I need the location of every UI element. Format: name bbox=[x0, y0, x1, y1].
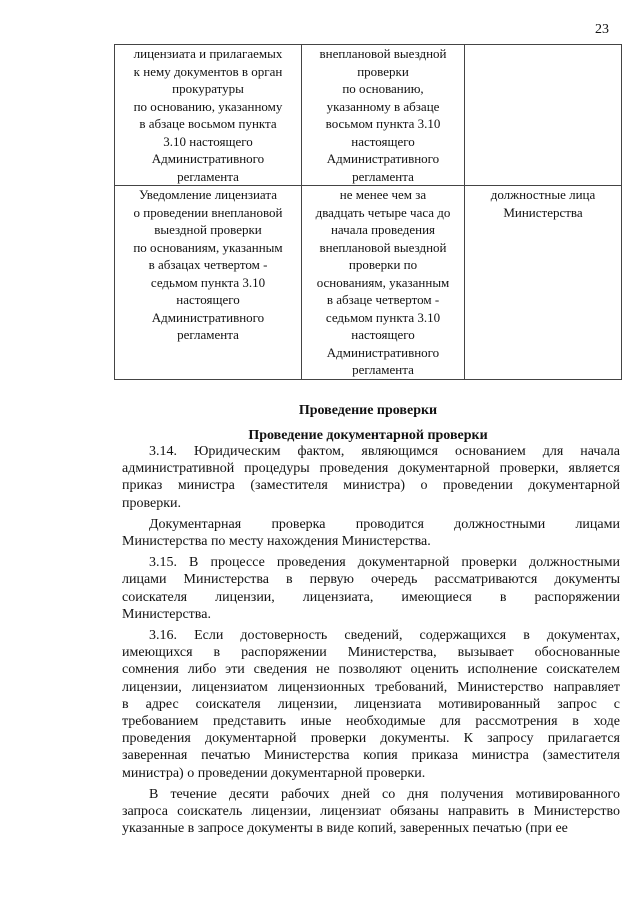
cell-text-line: не менее чем за bbox=[339, 187, 427, 202]
cell-text-line: указанному в абзаце bbox=[326, 98, 440, 114]
paragraph bbox=[122, 627, 620, 782]
paragraph-line: заверенная печатью Министерства копия приказа министра (заместителя bbox=[122, 748, 620, 764]
cell-text-line: седьмом пункта 3.10 bbox=[150, 274, 266, 290]
paragraph-line: лицами Министерства в первую очередь рассматриваются документы bbox=[122, 572, 620, 588]
cell-text-line: настоящего bbox=[351, 327, 415, 342]
procedure-table bbox=[114, 44, 622, 380]
cell-text-line: восьмом пункта 3.10 bbox=[325, 116, 441, 131]
paragraph bbox=[122, 786, 620, 838]
paragraph bbox=[122, 443, 620, 512]
cell-text-line: регламента bbox=[177, 327, 239, 342]
table-row bbox=[115, 186, 622, 380]
table-cell bbox=[302, 186, 465, 380]
paragraph-line: Документарная проверка проводится должностными лицами bbox=[149, 516, 620, 532]
paragraph-line: приказ министра (заместителя министра) о проведении документарной bbox=[122, 478, 620, 494]
paragraph-line: лицензии, лицензиатом лицензионных требований, Министерство направляет bbox=[122, 679, 620, 695]
cell-text-line: должностные лица bbox=[490, 187, 596, 202]
cell-text-line: седьмом пункта 3.10 bbox=[325, 309, 441, 325]
cell-text-line: Административного bbox=[326, 344, 440, 360]
section-heading: Проведение проверки bbox=[298, 403, 438, 418]
paragraph-line: Министерства по месту нахождения Министерства. bbox=[122, 534, 431, 550]
cell-text-line: настоящего bbox=[351, 133, 415, 149]
paragraph-line: сомнения либо эти сведения не позволяют оценить исполнение соискателем bbox=[122, 662, 620, 678]
cell-text-line: Административного bbox=[326, 151, 440, 166]
cell-text-line: регламента bbox=[177, 168, 239, 184]
cell-text-line: Административного bbox=[151, 151, 265, 166]
paragraph-line: запроса соискатель лицензии, лицензиат обязаны направить в Министерство bbox=[122, 804, 620, 820]
body-text bbox=[122, 443, 620, 841]
cell-text-line: выездной проверки bbox=[154, 222, 262, 237]
paragraph-line: проведения документарной проверки документы. К запросу прилагается bbox=[122, 731, 620, 747]
cell-text-line: в абзацах четвертом - bbox=[148, 257, 268, 272]
page-number: 23 bbox=[595, 22, 609, 37]
table-cell bbox=[465, 186, 622, 380]
cell-text-line: внеплановой выездной bbox=[319, 239, 447, 255]
cell-text-line: настоящего bbox=[176, 292, 240, 307]
cell-text-line: 3.10 настоящего bbox=[163, 133, 253, 149]
cell-text-line: Уведомление лицензиата bbox=[139, 187, 277, 202]
cell-text-line: к нему документов в орган bbox=[133, 63, 283, 79]
paragraph-line: административной процедуры проведения документарной проверки, является bbox=[122, 461, 620, 477]
cell-text-line: по основанию, указанному bbox=[133, 98, 283, 114]
paragraph-line: требованием представить иные необходимые для рассмотрения в ходе bbox=[122, 714, 620, 730]
paragraph bbox=[122, 554, 620, 623]
paragraph-line: 3.16. Если достоверность сведений, содержащихся в документах, bbox=[149, 628, 620, 644]
cell-text-line: по основанию, bbox=[342, 81, 424, 96]
section-headings bbox=[114, 398, 622, 448]
paragraph-line: 3.14. Юридическим фактом, являющимся основанием для начала bbox=[149, 444, 620, 459]
paragraph-line: 3.15. В процессе проведения документарной проверки должностными bbox=[149, 555, 620, 571]
paragraph-line: проверки. bbox=[122, 495, 182, 511]
cell-text-line: регламента bbox=[352, 168, 414, 184]
subsection-heading: Проведение документарной проверки bbox=[248, 428, 488, 443]
cell-text-line: начала проведения bbox=[330, 222, 436, 237]
cell-text-line: лицензиата и прилагаемых bbox=[133, 46, 283, 61]
cell-text-line: в абзаце восьмом пункта bbox=[139, 116, 277, 131]
cell-text-line: внеплановой выездной bbox=[319, 46, 447, 61]
cell-text-line: проверки по bbox=[348, 257, 418, 272]
cell-text-line: регламента bbox=[352, 362, 414, 377]
paragraph-line: в адрес соискателя лицензии, лицензиата мотивированный запрос с bbox=[122, 696, 620, 712]
paragraph-line: указанные в запросе документы в виде копий, заверенных печатью (при ее bbox=[122, 821, 568, 837]
cell-text-line: прокуратуры bbox=[172, 81, 244, 96]
cell-text-line: Административного bbox=[151, 309, 265, 325]
cell-text-line: о проведении внеплановой bbox=[133, 204, 283, 220]
cell-text-line: основаниям, указанным bbox=[316, 274, 450, 290]
table-cell bbox=[115, 45, 302, 186]
cell-text-line: проверки bbox=[357, 63, 409, 79]
paragraph-line: В течение десяти рабочих дней со дня получения мотивированного bbox=[149, 786, 620, 802]
paragraph-line: соискателя лицензии, лицензиата, имеющиеся в распоряжении bbox=[122, 589, 620, 605]
table-cell bbox=[465, 45, 622, 186]
paragraph bbox=[122, 516, 620, 550]
cell-text-line: двадцать четыре часа до bbox=[315, 204, 451, 220]
cell-text-line: Министерства bbox=[503, 204, 583, 220]
table-row bbox=[115, 45, 622, 186]
cell-text-line: в абзаце четвертом - bbox=[326, 292, 440, 307]
paragraph-line: министра) о проведении документарной проверки. bbox=[122, 765, 426, 781]
table-cell bbox=[302, 45, 465, 186]
paragraph-line: Министерства. bbox=[122, 606, 211, 622]
cell-text-line: по основаниям, указанным bbox=[133, 239, 283, 255]
table-cell bbox=[115, 186, 302, 380]
paragraph-line: имеющихся в распоряжении Министерства, вызывает обоснованные bbox=[122, 645, 620, 661]
